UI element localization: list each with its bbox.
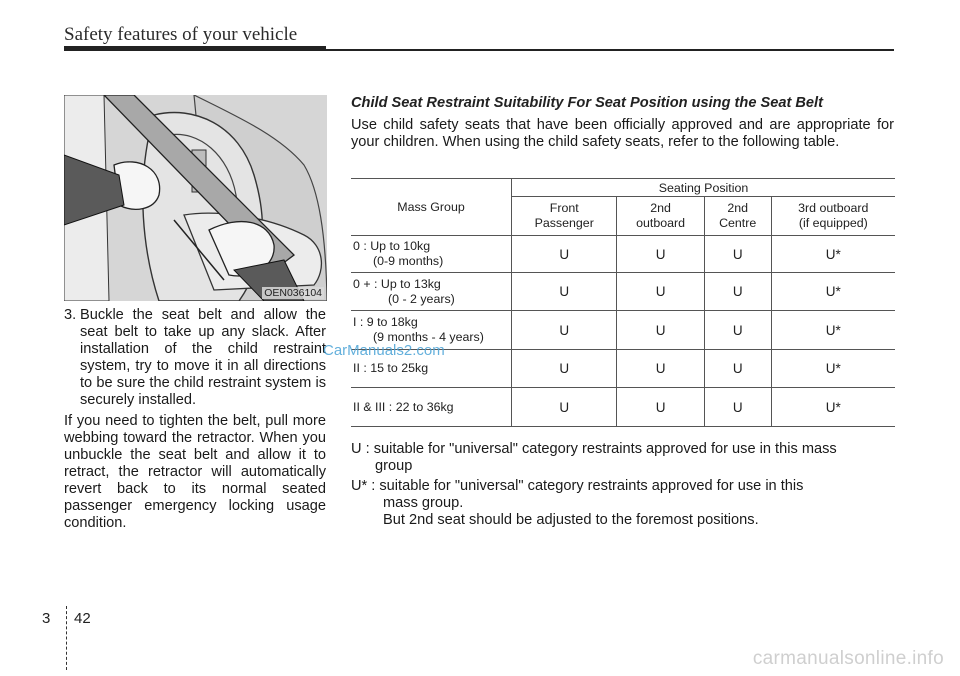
legend-notes (351, 441, 896, 532)
page-header-title: Safety features of your vehicle (64, 24, 298, 45)
table-cell: U (704, 236, 771, 273)
step-text: Buckle the seat belt and allow the seat belt to take up any slack. After installation of the child restraint system, try to move it in all directions to be sure the child restraint system is securely installed. (80, 307, 326, 408)
column-header: 3rd outboard (if equipped) (771, 197, 895, 236)
table-cell: U (704, 350, 771, 388)
table-cell: U (704, 311, 771, 350)
seating-position-header: Seating Position (512, 179, 896, 197)
section-title: Child Seat Restraint Suitability For Seat Position using the Seat Belt (351, 95, 823, 111)
mass-group-label: 0 + : Up to 13kg (0 - 2 years) (351, 273, 512, 311)
table-cell: U (512, 273, 617, 311)
table-cell: U* (771, 273, 895, 311)
column-header: 2nd Centre (704, 197, 771, 236)
column-header: 2nd outboard (617, 197, 704, 236)
figure-code: OEN036104 (264, 287, 322, 299)
column-header: Front Passenger (512, 197, 617, 236)
table-cell: U (512, 311, 617, 350)
footer-page-number: 42 (74, 610, 91, 627)
table-cell: U (617, 273, 704, 311)
table-cell: U (617, 388, 704, 427)
table-row (351, 236, 895, 273)
table-row (351, 273, 895, 311)
table-cell: U (617, 350, 704, 388)
mass-group-header: Mass Group (351, 179, 512, 236)
mass-group-label: II & III : 22 to 36kg (351, 388, 512, 427)
table-cell: U (617, 311, 704, 350)
table-cell: U* (771, 350, 895, 388)
table-cell: U (704, 273, 771, 311)
mass-group-label: II : 15 to 25kg (351, 350, 512, 388)
child-seat-suitability-table (351, 178, 895, 427)
watermark: CarManuals2.com (323, 342, 445, 359)
child-seat-drawing (64, 95, 327, 301)
table-cell: U (704, 388, 771, 427)
table-cell: U (617, 236, 704, 273)
step-3 (64, 307, 326, 409)
section-intro: Use child safety seats that have been officially approved and are appropriate for your children. When using the child safety seats, refer to the following table. (351, 117, 894, 150)
table-row (351, 388, 895, 427)
header-rule (64, 46, 326, 51)
mass-group-label: 0 : Up to 10kg (0-9 months) (351, 236, 512, 273)
footer-divider (66, 606, 67, 670)
table-cell: U* (771, 236, 895, 273)
footer-site-watermark: carmanualsonline.info (752, 648, 944, 669)
left-column-text (64, 307, 326, 532)
mass-group-label: I : 9 to 18kg (9 months - 4 years) (351, 311, 512, 350)
header-rule-thin (326, 49, 894, 51)
table-cell: U* (771, 388, 895, 427)
note-u: U : suitable for "universal" category restraints approved for use in this mass group (351, 441, 837, 474)
footer-section-number: 3 (42, 610, 51, 627)
table-cell: U (512, 388, 617, 427)
table-cell: U (512, 236, 617, 273)
seat-belt-illustration (64, 95, 327, 301)
table-cell: U (512, 350, 617, 388)
step-number: 3. (64, 307, 77, 323)
table-cell: U* (771, 311, 895, 350)
note-u-star: U* : suitable for "universal" category restraints approved for use in this mass group. But 2nd seat should be adjusted to the foremost positions. (351, 478, 804, 528)
tighten-belt-paragraph: If you need to tighten the belt, pull more webbing toward the retractor. When you unbuckle the seat belt and allow it to retract, the retractor will automatically revert back to its normal seated passenger emergency locking usage condition. (64, 413, 326, 531)
